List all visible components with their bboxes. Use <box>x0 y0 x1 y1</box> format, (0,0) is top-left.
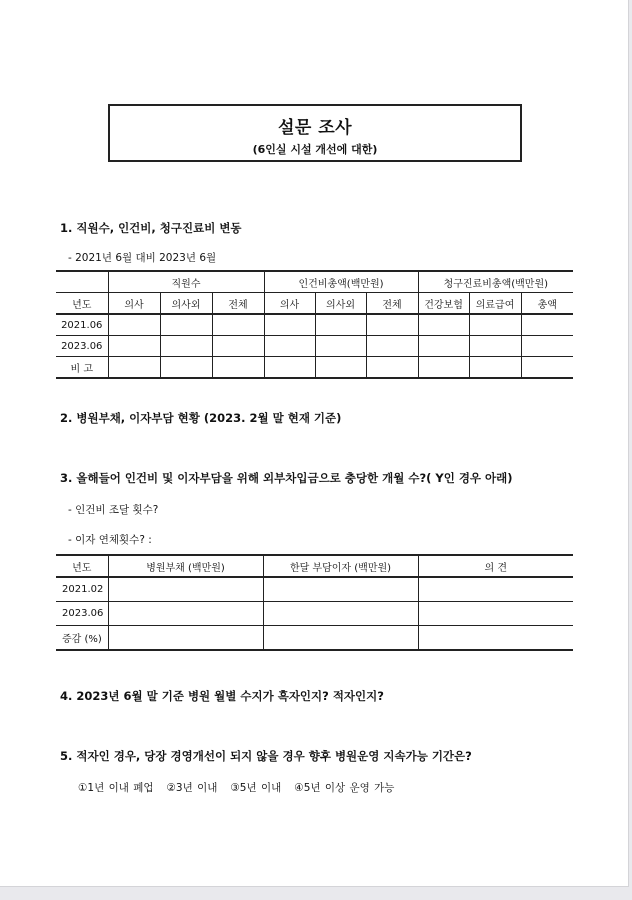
table-group-header-row <box>56 271 573 293</box>
row-label: 2023.06 <box>56 336 108 357</box>
column-header: 의사외 <box>315 293 366 315</box>
input-cell[interactable] <box>366 357 418 379</box>
column-header: 의사외 <box>160 293 212 315</box>
input-cell[interactable] <box>469 336 521 357</box>
column-header: 전체 <box>366 293 418 315</box>
column-header: 건강보험 <box>418 293 469 315</box>
input-cell[interactable] <box>418 626 573 651</box>
input-cell[interactable] <box>366 314 418 336</box>
option-4[interactable]: ④5년 이상 운영 가능 <box>294 782 395 794</box>
input-cell[interactable] <box>418 314 469 336</box>
option-3[interactable]: ③5년 이내 <box>230 782 282 794</box>
answer-options <box>78 780 394 795</box>
row-label: 2021.06 <box>56 314 108 336</box>
row-label: 2021.02 <box>56 577 108 602</box>
table-cell <box>56 271 108 293</box>
title-box <box>108 104 522 162</box>
row-label: 증감 (%) <box>56 626 108 651</box>
input-cell[interactable] <box>108 602 263 626</box>
input-cell[interactable] <box>418 357 469 379</box>
input-cell[interactable] <box>263 602 418 626</box>
input-cell[interactable] <box>108 314 160 336</box>
input-cell[interactable] <box>108 357 160 379</box>
debt-interest-table <box>56 554 573 651</box>
section-4-heading: 4. 2023년 6월 말 기준 병원 월별 수지가 흑자인지? 적자인지? <box>60 689 384 703</box>
table-row <box>56 577 573 602</box>
input-cell[interactable] <box>418 577 573 602</box>
table-row <box>56 314 573 336</box>
input-cell[interactable] <box>521 336 573 357</box>
input-cell[interactable] <box>521 314 573 336</box>
input-cell[interactable] <box>264 314 315 336</box>
column-header: 한달 부담이자 (백만원) <box>263 555 418 577</box>
option-1[interactable]: ①1년 이내 폐업 <box>78 782 154 794</box>
input-cell[interactable] <box>263 577 418 602</box>
input-cell[interactable] <box>212 314 264 336</box>
document-title: 설문 조사 <box>277 118 353 138</box>
table-row <box>56 357 573 379</box>
input-cell[interactable] <box>469 314 521 336</box>
input-cell[interactable] <box>264 336 315 357</box>
section-3-bullet-1: - 인건비 조달 횟수? <box>68 504 159 516</box>
input-cell[interactable] <box>212 336 264 357</box>
table-row <box>56 602 573 626</box>
input-cell[interactable] <box>521 357 573 379</box>
input-cell[interactable] <box>418 336 469 357</box>
column-header: 의 견 <box>418 555 573 577</box>
group-header-claims: 청구진료비총액(백만원) <box>418 271 573 293</box>
input-cell[interactable] <box>315 357 366 379</box>
table-column-header-row <box>56 293 573 315</box>
row-label: 2023.06 <box>56 602 108 626</box>
column-header: 의사 <box>264 293 315 315</box>
input-cell[interactable] <box>315 314 366 336</box>
column-header: 년도 <box>56 555 108 577</box>
input-cell[interactable] <box>108 577 263 602</box>
group-header-staff: 직원수 <box>108 271 264 293</box>
column-header: 총액 <box>521 293 573 315</box>
table-row <box>56 626 573 651</box>
section-2-heading: 2. 병원부채, 이자부담 현황 (2023. 2월 말 현재 기준) <box>60 411 342 425</box>
input-cell[interactable] <box>315 336 366 357</box>
input-cell[interactable] <box>160 336 212 357</box>
section-1-heading: 1. 직원수, 인건비, 청구진료비 변동 <box>60 221 242 235</box>
input-cell[interactable] <box>212 357 264 379</box>
section-3-heading: 3. 올해들어 인건비 및 이자부담을 위해 외부차입금으로 충당한 개월 수?( Y인 경우 아래) <box>60 471 513 485</box>
column-header: 의사 <box>108 293 160 315</box>
input-cell[interactable] <box>160 357 212 379</box>
group-header-labor-cost: 인건비총액(백만원) <box>264 271 418 293</box>
input-cell[interactable] <box>263 626 418 651</box>
column-header: 전체 <box>212 293 264 315</box>
input-cell[interactable] <box>469 357 521 379</box>
input-cell[interactable] <box>264 357 315 379</box>
option-2[interactable]: ②3년 이내 <box>166 782 218 794</box>
input-cell[interactable] <box>160 314 212 336</box>
section-1-note: - 2021년 6월 대비 2023년 6월 <box>68 252 217 264</box>
input-cell[interactable] <box>108 336 160 357</box>
column-header: 병원부채 (백만원) <box>108 555 263 577</box>
year-header: 년도 <box>56 293 108 315</box>
table-header-row <box>56 555 573 577</box>
section-5-heading: 5. 적자인 경우, 당장 경영개선이 되지 않을 경우 향후 병원운영 지속가능 기간은? <box>60 749 472 763</box>
table-row <box>56 336 573 357</box>
input-cell[interactable] <box>108 626 263 651</box>
input-cell[interactable] <box>366 336 418 357</box>
document-subtitle: (6인실 시설 개선에 대한) <box>252 143 378 156</box>
row-label: 비 고 <box>56 357 108 379</box>
section-3-bullet-2: - 이자 연체횟수? : <box>68 534 152 546</box>
input-cell[interactable] <box>418 602 573 626</box>
staff-cost-table <box>56 270 573 379</box>
column-header: 의료급여 <box>469 293 521 315</box>
